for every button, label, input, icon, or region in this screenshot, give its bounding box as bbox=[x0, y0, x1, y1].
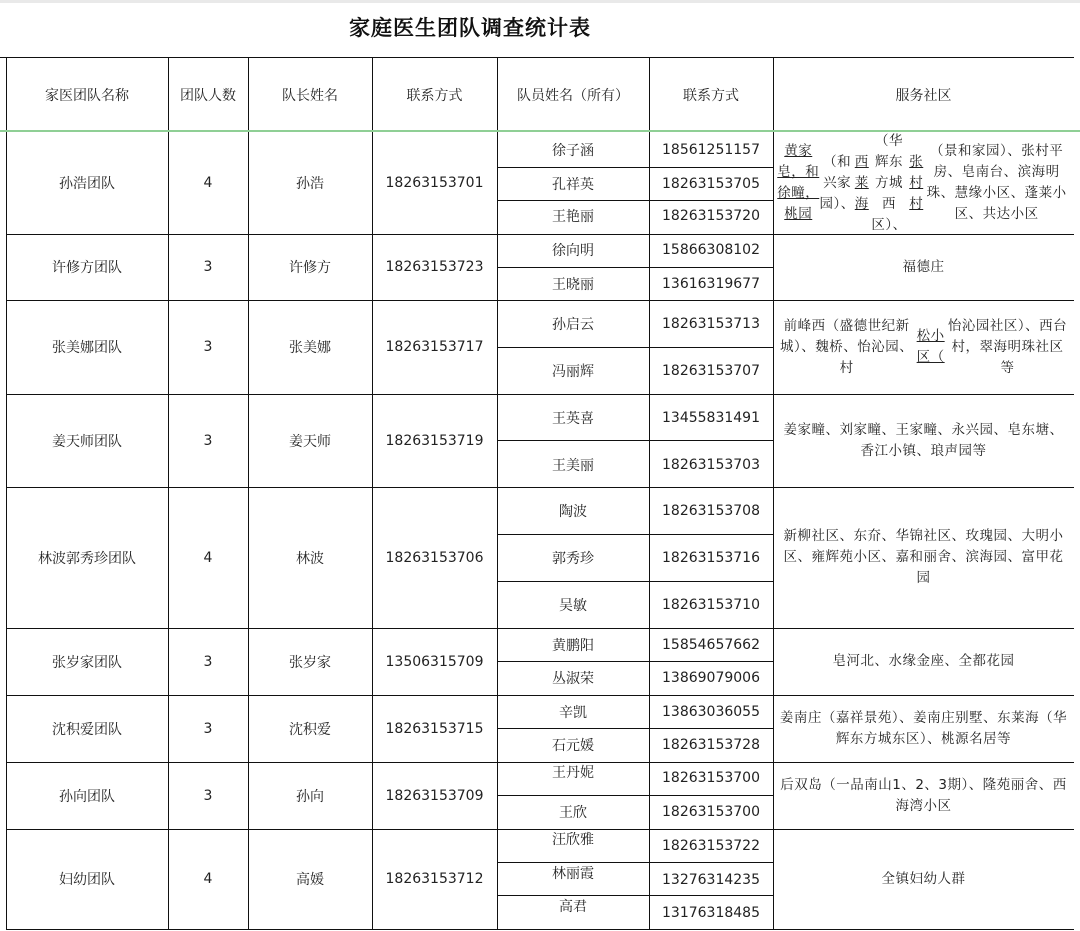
grid-line bbox=[497, 440, 773, 441]
leader-name: 孙浩 bbox=[296, 176, 324, 192]
service-area: 全镇妇幼人群 bbox=[881, 870, 966, 887]
service-area: 新柳社区、东夼、华锦社区、玫瑰园、大明小区、雍辉苑小区、嘉和丽舍、滨海园、富甲花园 bbox=[783, 528, 1064, 586]
team-name: 妇幼团队 bbox=[59, 872, 115, 888]
member-phone: 18263153710 bbox=[662, 597, 760, 613]
grid-line bbox=[372, 132, 373, 234]
team-name: 许修方团队 bbox=[52, 260, 122, 276]
member-name: 高君 bbox=[559, 899, 587, 915]
leader-name: 姜天师 bbox=[289, 433, 331, 450]
grid-line bbox=[168, 829, 169, 929]
service-area: 后双岛（一品南山1、2、3期）、隆苑丽舍、西海湾小区 bbox=[780, 776, 1067, 814]
grid-line bbox=[168, 628, 169, 695]
grid-line bbox=[649, 829, 650, 929]
member-phone: 18263153708 bbox=[662, 503, 760, 519]
service-area: 姜家疃、刘家疃、王家疃、永兴园、皂东塘、香江小镇、琅声园等 bbox=[783, 421, 1064, 459]
grid-line bbox=[372, 57, 373, 132]
team-name: 沈积爱团队 bbox=[52, 721, 122, 738]
leader-name: 孙向 bbox=[296, 788, 324, 805]
grid-line bbox=[372, 234, 373, 300]
header-member-names: 队员姓名（所有） bbox=[517, 87, 629, 104]
leader-name: 林波 bbox=[296, 550, 324, 567]
leader-phone: 18263153723 bbox=[385, 259, 484, 275]
grid-line bbox=[248, 829, 249, 929]
team-name: 孙向团队 bbox=[59, 788, 115, 805]
service-area: 皂河北、水缘金座、全都花园 bbox=[832, 653, 1015, 669]
member-name: 黄鹏阳 bbox=[552, 638, 594, 654]
grid-line bbox=[497, 862, 773, 863]
top-border bbox=[0, 0, 1080, 3]
member-phone: 13176318485 bbox=[662, 905, 760, 921]
grid-line bbox=[0, 57, 1074, 58]
team-size: 3 bbox=[203, 720, 213, 737]
grid-line bbox=[497, 829, 498, 929]
grid-line bbox=[773, 628, 774, 695]
leader-phone: 18263153701 bbox=[385, 175, 484, 191]
member-phone: 18263153720 bbox=[662, 208, 760, 224]
leader-phone: 18263153719 bbox=[385, 432, 484, 449]
grid-line bbox=[773, 829, 774, 929]
grid-line bbox=[649, 132, 650, 234]
grid-line bbox=[497, 347, 773, 348]
member-phone: 13276314235 bbox=[662, 872, 760, 888]
grid-line bbox=[248, 57, 249, 132]
page-title: 家庭医生团队调查统计表 bbox=[349, 16, 591, 40]
member-name: 汪欣雅 bbox=[552, 832, 594, 848]
grid-line bbox=[497, 581, 773, 582]
grid-line bbox=[248, 300, 249, 394]
grid-line bbox=[497, 487, 498, 628]
member-phone: 18263153713 bbox=[662, 316, 760, 332]
grid-line bbox=[168, 487, 169, 628]
grid-line bbox=[248, 628, 249, 695]
team-size: 4 bbox=[203, 549, 213, 566]
member-phone: 18263153703 bbox=[662, 457, 760, 473]
member-name: 冯丽辉 bbox=[552, 364, 594, 380]
member-phone: 13863036055 bbox=[662, 704, 760, 720]
grid-line bbox=[372, 762, 373, 829]
grid-line bbox=[773, 57, 774, 132]
grid-line bbox=[497, 728, 773, 729]
leader-phone: 18263153709 bbox=[385, 787, 484, 804]
member-name: 王艳丽 bbox=[552, 209, 594, 225]
team-name: 姜天师团队 bbox=[52, 433, 122, 450]
team-size: 3 bbox=[203, 432, 213, 449]
grid-line bbox=[168, 695, 169, 762]
member-name: 陶波 bbox=[559, 504, 587, 520]
grid-line bbox=[372, 829, 373, 929]
leader-name: 许修方 bbox=[289, 260, 331, 276]
grid-line bbox=[649, 57, 650, 132]
service-area: 前峰西（盛德世纪新城）、魏桥、怡沁园、村 松小区（ 怡沁园社区）、西台村，翠海明珠社区等 bbox=[780, 317, 1068, 376]
team-size: 3 bbox=[203, 259, 213, 275]
grid-line bbox=[773, 132, 774, 234]
member-phone: 18263153716 bbox=[662, 550, 760, 566]
team-size: 4 bbox=[203, 871, 213, 887]
grid-line bbox=[248, 762, 249, 829]
grid-line bbox=[372, 628, 373, 695]
grid-line bbox=[497, 534, 773, 535]
leader-name: 高媛 bbox=[296, 872, 324, 888]
member-phone: 18561251157 bbox=[662, 142, 760, 158]
grid-line bbox=[168, 300, 169, 394]
member-phone: 18263153722 bbox=[662, 838, 760, 854]
grid-line bbox=[168, 234, 169, 300]
grid-line bbox=[168, 762, 169, 829]
member-phone: 18263153728 bbox=[662, 737, 760, 753]
member-phone: 18263153707 bbox=[662, 363, 760, 379]
grid-line bbox=[372, 300, 373, 394]
grid-line bbox=[773, 762, 774, 829]
header-service-area: 服务社区 bbox=[895, 87, 952, 104]
grid-line bbox=[248, 132, 249, 234]
grid-line bbox=[773, 300, 774, 394]
grid-line bbox=[168, 394, 169, 487]
grid-line bbox=[372, 394, 373, 487]
leader-name: 沈积爱 bbox=[289, 721, 331, 738]
member-name: 郭秀珍 bbox=[552, 551, 594, 567]
leader-phone: 18263153712 bbox=[385, 871, 484, 887]
grid-line bbox=[773, 234, 774, 300]
grid-line bbox=[649, 487, 650, 628]
team-size: 3 bbox=[203, 787, 213, 804]
grid-line bbox=[497, 661, 773, 662]
grid-line bbox=[248, 487, 249, 628]
member-phone: 15866308102 bbox=[662, 242, 760, 258]
grid-line bbox=[497, 167, 773, 168]
team-size: 3 bbox=[203, 653, 213, 670]
member-name: 王丹妮 bbox=[552, 765, 594, 781]
member-phone: 18263153700 bbox=[662, 804, 760, 820]
team-size: 3 bbox=[203, 339, 213, 355]
team-name: 张美娜团队 bbox=[52, 340, 122, 356]
member-phone: 13616319677 bbox=[662, 276, 760, 292]
member-name: 王英喜 bbox=[552, 411, 594, 427]
service-area: 黄家皂，和徐疃，桃园 （和兴家园）、 西莱海 （华辉东方城西区）、 张村村 （景和家园）、张村平房、皂南台、滨海明珠、慧缘小区、蓬莱小区、共达小区 bbox=[777, 132, 1067, 233]
grid-line bbox=[168, 57, 169, 132]
grid-line bbox=[497, 895, 773, 896]
grid-line bbox=[497, 57, 498, 132]
grid-line bbox=[773, 394, 774, 487]
grid-line bbox=[497, 795, 773, 796]
member-phone: 15854657662 bbox=[662, 637, 760, 653]
grid-line bbox=[497, 132, 498, 234]
team-name: 林波郭秀珍团队 bbox=[38, 550, 136, 567]
grid-line bbox=[773, 695, 774, 762]
leader-phone: 13506315709 bbox=[385, 653, 484, 670]
leader-phone: 18263153715 bbox=[385, 720, 484, 737]
leader-name: 张岁家 bbox=[289, 654, 331, 671]
grid-line bbox=[497, 200, 773, 201]
grid-line bbox=[773, 487, 774, 628]
member-name: 王欣 bbox=[559, 805, 587, 821]
grid-line bbox=[497, 267, 773, 268]
leader-phone: 18263153706 bbox=[385, 549, 484, 566]
grid-line bbox=[168, 132, 169, 234]
header-leader-phone: 联系方式 bbox=[406, 87, 463, 104]
header-member-phone: 联系方式 bbox=[683, 87, 739, 104]
member-name: 辛凯 bbox=[559, 705, 587, 721]
grid-line bbox=[372, 695, 373, 762]
header-team-name: 家医团队名称 bbox=[45, 87, 129, 104]
grid-line bbox=[6, 929, 1074, 930]
header-leader-name: 队长姓名 bbox=[282, 87, 338, 104]
member-name: 孔祥英 bbox=[552, 177, 594, 193]
member-name: 徐子涵 bbox=[552, 143, 594, 159]
grid-line bbox=[248, 394, 249, 487]
service-area: 福德庄 bbox=[902, 258, 945, 275]
team-name: 张岁家团队 bbox=[52, 654, 122, 671]
member-phone: 18263153705 bbox=[662, 176, 760, 192]
header-team-size: 团队人数 bbox=[180, 87, 236, 104]
member-phone: 13869079006 bbox=[662, 670, 760, 686]
member-phone: 18263153700 bbox=[662, 770, 760, 786]
leader-name: 张美娜 bbox=[289, 340, 331, 356]
grid-line bbox=[248, 234, 249, 300]
grid-line bbox=[248, 695, 249, 762]
member-name: 徐向明 bbox=[552, 243, 594, 259]
member-name: 孙启云 bbox=[552, 317, 594, 333]
team-name: 孙浩团队 bbox=[59, 176, 115, 192]
member-name: 王美丽 bbox=[552, 458, 594, 474]
member-name: 吴敏 bbox=[559, 598, 587, 614]
member-phone: 13455831491 bbox=[662, 410, 760, 426]
member-name: 王晓丽 bbox=[552, 277, 594, 293]
grid-line bbox=[372, 487, 373, 628]
member-name: 丛淑荣 bbox=[552, 671, 594, 687]
team-size: 4 bbox=[203, 175, 213, 191]
member-name: 石元媛 bbox=[552, 738, 594, 754]
service-area: 姜南庄（嘉祥景苑）、姜南庄别墅、东莱海（华辉东方城东区）、桃源名居等 bbox=[779, 709, 1068, 747]
leader-phone: 18263153717 bbox=[385, 339, 484, 355]
member-name: 林丽霞 bbox=[552, 866, 594, 882]
